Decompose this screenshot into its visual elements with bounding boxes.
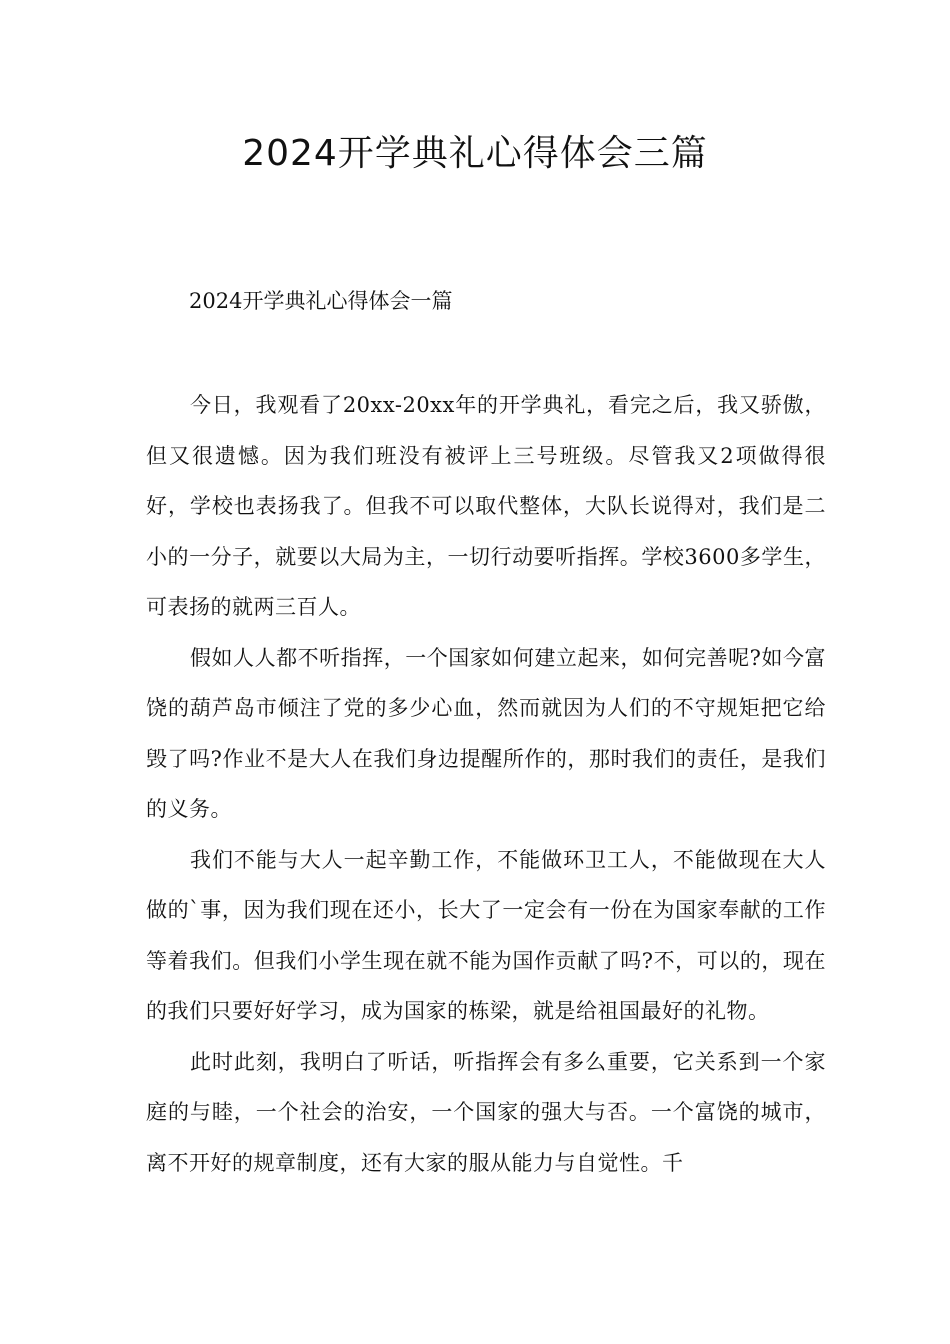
paragraph: 假如人人都不听指挥，一个国家如何建立起来，如何完善呢?如今富饶的葫芦岛市倾注了党的多少心血，然而就因为人们的不守规矩把它给毁了吗?作业不是大人在我们身边提醒所作的，那时我们的责任，是我们的义务。 bbox=[146, 645, 826, 821]
document-title: 2024开学典礼心得体会三篇 bbox=[242, 133, 708, 174]
paragraph: 我们不能与大人一起辛勤工作，不能做环卫工人，不能做现在大人做的`事，因为我们现在还小，长大了一定会有一份在为国家奉献的工作等着我们。但我们小学生现在就不能为国作贡献了吗?不，可以的，现在的我们只要好好学习，成为国家的栋梁，就是给祖国最好的礼物。 bbox=[146, 847, 826, 1023]
paragraph: 此时此刻，我明白了听话，听指挥会有多么重要，它关系到一个家庭的与睦，一个社会的治安，一个国家的强大与否。一个富饶的城市，离不开好的规章制度，还有大家的服从能力与自觉性。千 bbox=[146, 1049, 826, 1175]
paragraph: 今日，我观看了20xx-20xx年的开学典礼，看完之后，我又骄傲，但又很遗憾。因为我们班没有被评上三号班级。尽管我又2项做得很好，学校也表扬我了。但我不可以取代整体，大队长说得对，我们是二小的一分子，就要以大局为主，一切行动要听指挥。学校3600多学生，可表扬的就两三百人。 bbox=[146, 393, 826, 619]
section-heading: 2024开学典礼心得体会一篇 bbox=[189, 289, 453, 313]
document-body bbox=[146, 380, 826, 1188]
